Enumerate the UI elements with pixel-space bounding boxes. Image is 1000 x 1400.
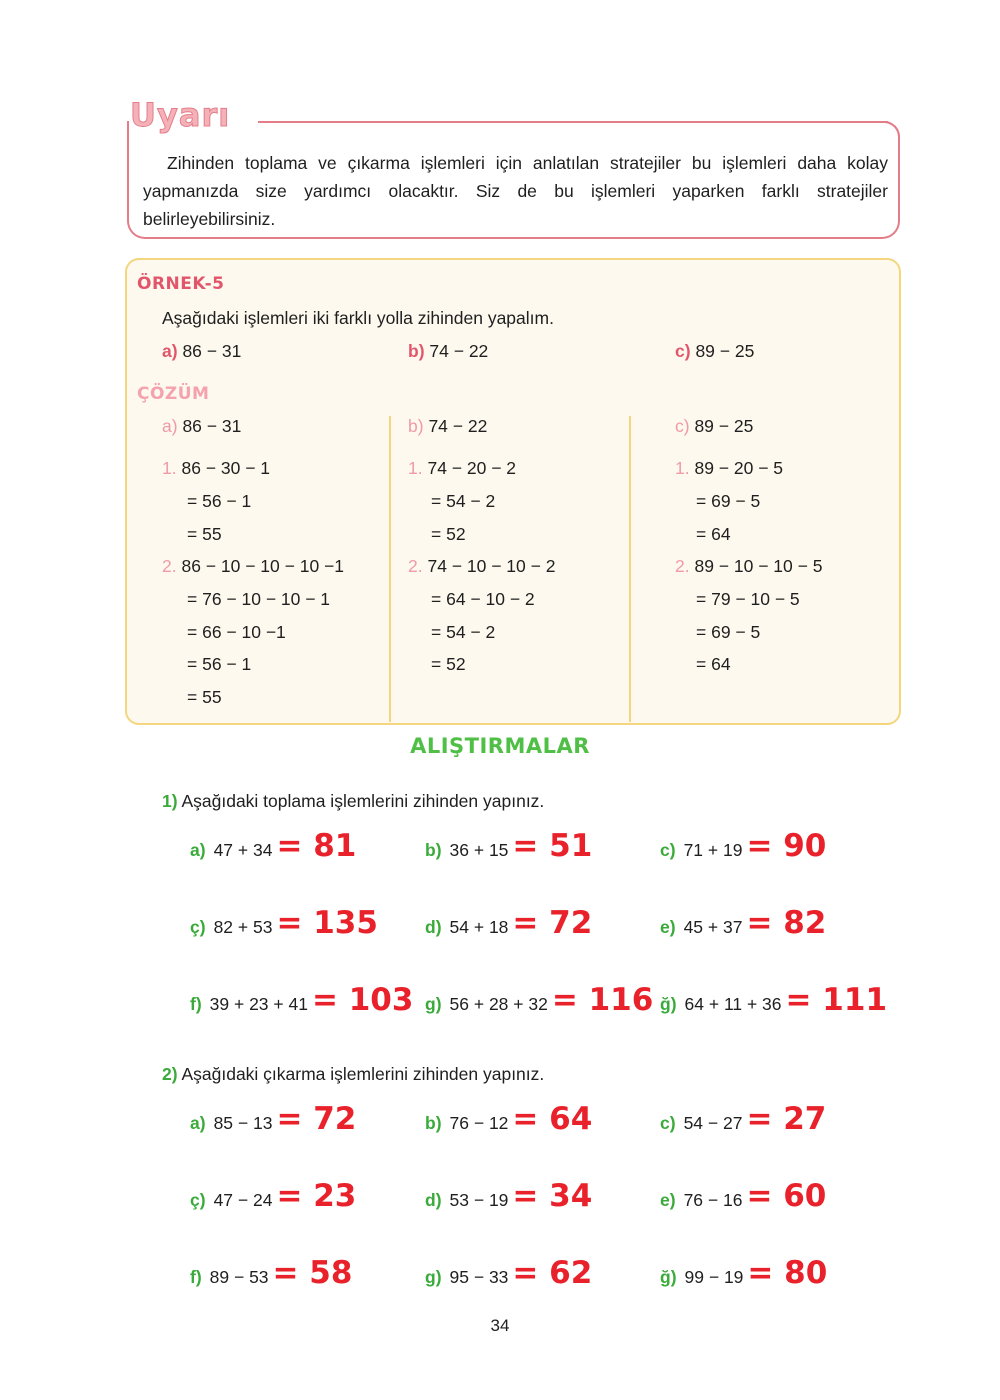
solution-expr: 89 − 25 [694, 416, 754, 436]
solution-b-method1-line [408, 458, 516, 479]
solution-step: = 55 [187, 687, 222, 707]
exercise-item [425, 982, 653, 1018]
question-1 [162, 791, 544, 812]
solution-step: = 66 − 10 −1 [187, 622, 286, 642]
solution-step: 89 − 10 − 10 − 5 [694, 556, 823, 576]
problem-expr: 74 − 22 [429, 341, 489, 361]
exercise-answer: = 27 [746, 1101, 827, 1137]
exercise-label: ç) [190, 1190, 206, 1210]
exercise-item [425, 1101, 592, 1137]
problem-expr: 86 − 31 [182, 341, 242, 361]
exercise-label: ç) [190, 917, 206, 937]
exercise-answer: = 64 [512, 1101, 593, 1137]
solution-step: 86 − 30 − 1 [181, 458, 271, 478]
exercise-answer: = 80 [747, 1255, 828, 1291]
exercise-expr: 71 + 19 [683, 840, 743, 860]
solution-c-method2-line [675, 556, 822, 577]
solution-step: = 69 − 5 [696, 491, 761, 511]
exercise-answer: = 90 [746, 828, 827, 864]
exercise-expr: 47 + 34 [213, 840, 273, 860]
uyari-title: Uyarı [130, 96, 231, 134]
exercise-label: e) [660, 1190, 676, 1210]
problem-expr: 89 − 25 [695, 341, 755, 361]
exercise-answer: = 116 [551, 982, 654, 1018]
exercise-answer: = 58 [272, 1255, 353, 1291]
method-number: 2. [675, 556, 690, 576]
exercise-label: ğ) [660, 994, 677, 1014]
exercise-label: c) [660, 1113, 676, 1133]
question-text: Aşağıdaki çıkarma işlemlerini zihinden yapınız. [181, 1064, 545, 1084]
solution-step: = 54 − 2 [431, 491, 496, 511]
ornek-question: Aşağıdaki işlemleri iki farklı yolla zihinden yapalım. [162, 308, 554, 328]
ornek-problem-a [162, 341, 241, 362]
solution-a-method1-line [162, 458, 270, 479]
question-2 [162, 1064, 544, 1085]
exercise-expr: 53 − 19 [449, 1190, 509, 1210]
solution-step: = 52 [431, 654, 466, 674]
solution-expr: 86 − 31 [182, 416, 242, 436]
solution-step: = 54 − 2 [431, 622, 496, 642]
exercise-expr: 76 − 16 [683, 1190, 743, 1210]
solution-step: = 76 − 10 − 10 − 1 [187, 589, 331, 609]
exercise-label: f) [190, 994, 202, 1014]
exercise-label: c) [660, 840, 676, 860]
cozum-title: ÇÖZÜM [137, 384, 210, 404]
column-divider [629, 416, 631, 722]
exercise-answer: = 135 [276, 905, 378, 941]
question-number: 1) [162, 791, 178, 811]
method-number: 2. [408, 556, 423, 576]
method-number: 1. [675, 458, 690, 478]
solution-step: = 56 − 1 [187, 491, 252, 511]
exercise-item [190, 1101, 356, 1137]
exercise-label: a) [190, 840, 206, 860]
solution-step: = 55 [187, 524, 222, 544]
alistirmalar-title: ALIŞTIRMALAR [410, 734, 590, 758]
exercise-expr: 54 + 18 [449, 917, 509, 937]
exercise-expr: 85 − 13 [213, 1113, 273, 1133]
exercise-label: d) [425, 917, 442, 937]
exercise-item [660, 905, 826, 941]
method-number: 1. [162, 458, 177, 478]
exercise-item [660, 828, 826, 864]
solution-b-method2-line [408, 556, 555, 577]
exercise-answer: = 62 [512, 1255, 593, 1291]
ornek-problem-c [675, 341, 754, 362]
exercise-expr: 39 + 23 + 41 [209, 994, 308, 1014]
exercise-item [190, 1178, 356, 1214]
solution-step: = 79 − 10 − 5 [696, 589, 800, 609]
exercise-label: f) [190, 1267, 202, 1287]
exercise-answer: = 60 [746, 1178, 827, 1214]
solution-step: 89 − 20 − 5 [694, 458, 784, 478]
solution-step: = 64 [696, 524, 731, 544]
exercise-answer: = 34 [512, 1178, 593, 1214]
problem-label: a) [162, 341, 178, 361]
problem-label: c) [675, 341, 691, 361]
exercise-answer: = 81 [276, 828, 357, 864]
question-number: 2) [162, 1064, 178, 1084]
solution-a-header [162, 416, 241, 437]
method-number: 1. [408, 458, 423, 478]
method-number: 2. [162, 556, 177, 576]
solution-step: 74 − 10 − 10 − 2 [427, 556, 556, 576]
exercise-expr: 36 + 15 [449, 840, 509, 860]
exercise-label: b) [425, 840, 442, 860]
solution-label: b) [408, 416, 424, 436]
exercise-answer: = 111 [785, 982, 888, 1018]
exercise-expr: 56 + 28 + 32 [449, 994, 548, 1014]
exercise-item [660, 1178, 826, 1214]
exercise-answer: = 51 [512, 828, 593, 864]
solution-step: = 56 − 1 [187, 654, 252, 674]
exercise-expr: 76 − 12 [449, 1113, 509, 1133]
exercise-label: g) [425, 994, 442, 1014]
exercise-expr: 89 − 53 [209, 1267, 269, 1287]
exercise-item [660, 1255, 827, 1291]
exercise-expr: 54 − 27 [683, 1113, 743, 1133]
exercise-answer: = 72 [512, 905, 593, 941]
solution-step: = 69 − 5 [696, 622, 761, 642]
solution-step: = 64 [696, 654, 731, 674]
solution-step: = 64 − 10 − 2 [431, 589, 535, 609]
exercise-expr: 47 − 24 [213, 1190, 273, 1210]
exercise-item [190, 828, 356, 864]
solution-step: = 52 [431, 524, 466, 544]
solution-c-header [675, 416, 753, 437]
exercise-item [660, 982, 887, 1018]
uyari-text: Zihinden toplama ve çıkarma işlemleri için anlatılan stratejiler bu işlemleri daha kolay yapmanızda size yardımcı olacaktır. Siz de bu işlemleri yaparken farklı stratejiler belirleyebilirsiniz. [143, 153, 888, 229]
solution-b-header [408, 416, 487, 437]
exercise-item [190, 1255, 352, 1291]
problem-label: b) [408, 341, 425, 361]
exercise-answer: = 72 [276, 1101, 357, 1137]
exercise-expr: 45 + 37 [683, 917, 743, 937]
solution-step: 74 − 20 − 2 [427, 458, 517, 478]
exercise-item [425, 905, 592, 941]
exercise-label: a) [190, 1113, 206, 1133]
exercise-label: g) [425, 1267, 442, 1287]
exercise-label: b) [425, 1113, 442, 1133]
exercise-expr: 95 − 33 [449, 1267, 509, 1287]
question-text: Aşağıdaki toplama işlemlerini zihinden yapınız. [181, 791, 545, 811]
page-number: 34 [490, 1316, 510, 1335]
exercise-item [425, 1178, 592, 1214]
exercise-expr: 82 + 53 [213, 917, 273, 937]
exercise-item [425, 1255, 592, 1291]
solution-expr: 74 − 22 [428, 416, 488, 436]
exercise-item [660, 1101, 826, 1137]
ornek-title: ÖRNEK-5 [137, 274, 225, 294]
exercise-label: ğ) [660, 1267, 677, 1287]
exercise-label: d) [425, 1190, 442, 1210]
solution-c-method1-line [675, 458, 783, 479]
solution-label: c) [675, 416, 690, 436]
exercise-answer: = 103 [311, 982, 414, 1018]
exercise-answer: = 82 [746, 905, 827, 941]
ornek-problem-b [408, 341, 488, 362]
exercise-answer: = 23 [276, 1178, 357, 1214]
column-divider [389, 416, 391, 722]
exercise-item [425, 828, 592, 864]
exercise-item [190, 905, 378, 941]
solution-step: 86 − 10 − 10 − 10 −1 [181, 556, 344, 576]
solution-a-method2-line [162, 556, 344, 577]
exercise-label: e) [660, 917, 676, 937]
solution-label: a) [162, 416, 178, 436]
exercise-expr: 64 + 11 + 36 [684, 994, 782, 1014]
exercise-expr: 99 − 19 [684, 1267, 744, 1287]
exercise-item [190, 982, 413, 1018]
